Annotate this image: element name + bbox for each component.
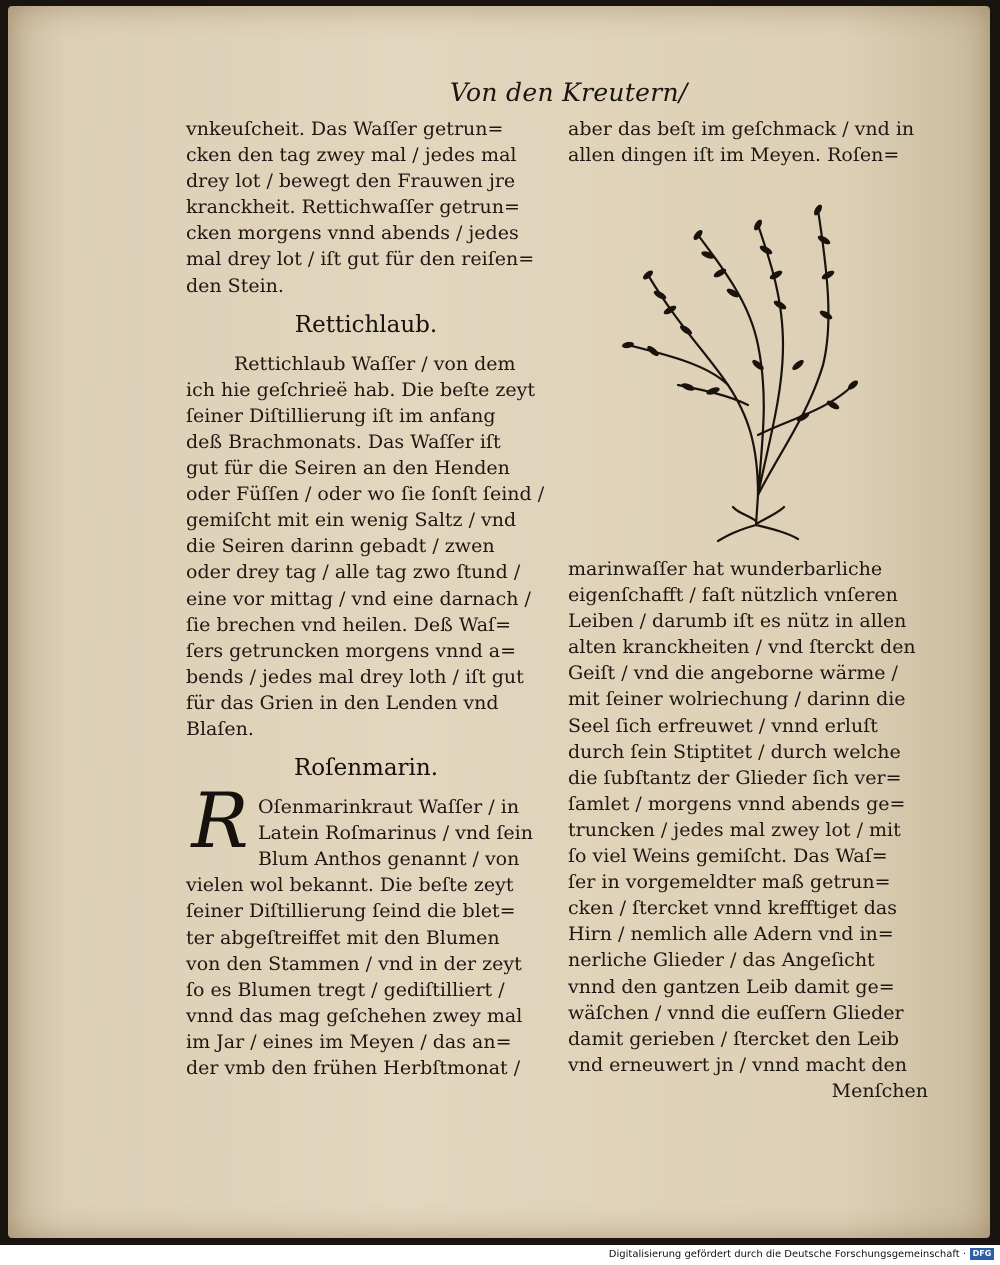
dfg-logo: DFG <box>970 1248 994 1260</box>
text-line: cken den tag zwey mal / jedes mal <box>186 144 517 167</box>
left-text-top <box>186 116 556 299</box>
text-line: Oſenmarinkraut Waſſer / in <box>258 796 520 819</box>
right-column-top <box>568 116 948 168</box>
text-line: eigenſchafft / faſt nützlich vnſeren <box>568 584 898 607</box>
text-line: eine vor mittag / vnd eine darnach / <box>186 587 531 610</box>
heading-rettichlaub: Rettichlaub. <box>294 311 438 338</box>
text-line: oder Füſſen / oder wo ſie ſonſt ſeind / <box>186 483 545 506</box>
text-line: Seel ſich erfreuwet / vnnd erluſt <box>568 714 878 737</box>
text-line: durch ſein Stiptitet / durch welche <box>568 740 901 763</box>
left-column <box>186 116 556 1081</box>
text-line: von den Stammen / vnd in der zeyt <box>186 952 522 975</box>
text-line: ſeiner Diſtillierung ſeind die blet= <box>186 900 516 923</box>
running-head: Von den Kreutern/ <box>450 78 688 107</box>
text-line: Blum Anthos genannt / von <box>258 848 520 871</box>
text-line: den Stein. <box>186 274 284 297</box>
text-line: gemiſcht mit ein wenig Saltz / vnd <box>186 509 517 532</box>
catchword: Menſchen <box>831 1079 928 1102</box>
text-line: ſer in vorgemeldter maß getrun= <box>568 871 891 894</box>
text-line: vnnd das mag geſchehen zwey mal <box>186 1004 523 1027</box>
text-line: Blaſen. <box>186 717 254 740</box>
left-text-bottom <box>186 872 556 1081</box>
text-line: vnnd den gantzen Leib damit ge= <box>568 975 895 998</box>
text-line: mit ſeiner wolriechung / darinn die <box>568 688 906 711</box>
text-line: nerliche Glieder / das Angeſicht <box>568 949 875 972</box>
text-line: Latein Roſmarinus / vnd ſein <box>258 822 533 845</box>
text-line: oder drey tag / alle tag zwo ſtund / <box>186 561 521 584</box>
text-line: deß Brachmonats. Das Waſſer iſt <box>186 430 501 453</box>
text-line: Rettichlaub Waſſer / von dem <box>234 352 516 375</box>
text-line: gut für die Seiren an den Henden <box>186 457 510 480</box>
text-line: für das Grien in den Lenden vnd <box>186 691 499 714</box>
text-line: die ſubſtantz der Glieder ſich ver= <box>568 766 902 789</box>
drop-initial: R <box>191 776 249 865</box>
rosemary-plant-woodcut-icon <box>608 195 868 545</box>
text-line: Hirn / nemlich alle Adern vnd in= <box>568 923 894 946</box>
text-line: vnd erneuwert jn / vnnd macht den <box>568 1053 908 1076</box>
text-line: ſers getruncken morgens vnnd a= <box>186 639 517 662</box>
right-text-bottom <box>568 556 948 1078</box>
text-line: marinwaſſer hat wunderbarliche <box>568 558 883 580</box>
text-line: vnkeuſcheit. Das Waſſer getrun= <box>186 118 504 140</box>
right-text-top <box>568 116 948 168</box>
text-line: kranckheit. Rettichwaſſer getrun= <box>186 196 520 219</box>
text-line: die Seiren darinn gebadt / zwen <box>186 535 495 558</box>
text-line: Geiſt / vnd die angeborne wärme / <box>568 662 898 685</box>
footer-credit: Digitalisierung gefördert durch die Deutsche Forschungsgemeinschaft · <box>608 1249 966 1260</box>
right-column-bottom <box>568 556 948 1104</box>
text-line: alten kranckheiten / vnd ſterckt den <box>568 636 916 659</box>
text-line: ſeiner Diſtillierung iſt im anfang <box>186 404 496 427</box>
text-line: drey lot / bewegt den Frauwen jre <box>186 170 516 193</box>
text-line: ſamlet / morgens vnnd abends ge= <box>568 792 906 815</box>
text-line: wäſchen / vnnd die euſſern Glieder <box>568 1001 904 1024</box>
left-text-mid <box>186 351 556 742</box>
heading-rosenmarin: Roſenmarin. <box>293 755 439 782</box>
text-line: allen dingen iſt im Meyen. Roſen= <box>568 144 900 167</box>
text-line: ſie brechen vnd heilen. Deß Waſ= <box>186 613 512 636</box>
text-line: cken / ſtercket vnnd krefftiget das <box>568 897 897 920</box>
text-line: ſo viel Weins gemiſcht. Das Waſ= <box>568 845 888 868</box>
text-line: mal drey lot / iſt gut für den reiſen= <box>186 248 535 271</box>
text-line: damit gerieben / ſtercket den Leib <box>568 1027 900 1050</box>
text-line: ſo es Blumen tregt / gediſtilliert / <box>186 978 505 1001</box>
text-line: der vmb den frühen Herbſtmonat / <box>186 1057 521 1079</box>
text-line: ter abgeſtreiffet mit den Blumen <box>186 926 500 949</box>
text-line: aber das beſt im geſchmack / vnd in <box>568 118 915 140</box>
text-line: Leiben / darumb iſt es nütz in allen <box>568 610 907 633</box>
text-line: ich hie geſchrieë hab. Die beſte zeyt <box>186 378 535 401</box>
text-line: cken morgens vnnd abends / jedes <box>186 222 519 245</box>
text-line: im Jar / eines im Meyen / das an= <box>186 1030 512 1053</box>
text-line: truncken / jedes mal zwey lot / mit <box>568 818 901 841</box>
text-line: bends / jedes mal drey loth / iſt gut <box>186 665 524 688</box>
text-line: vielen wol bekannt. Die beſte zeyt <box>186 874 514 897</box>
